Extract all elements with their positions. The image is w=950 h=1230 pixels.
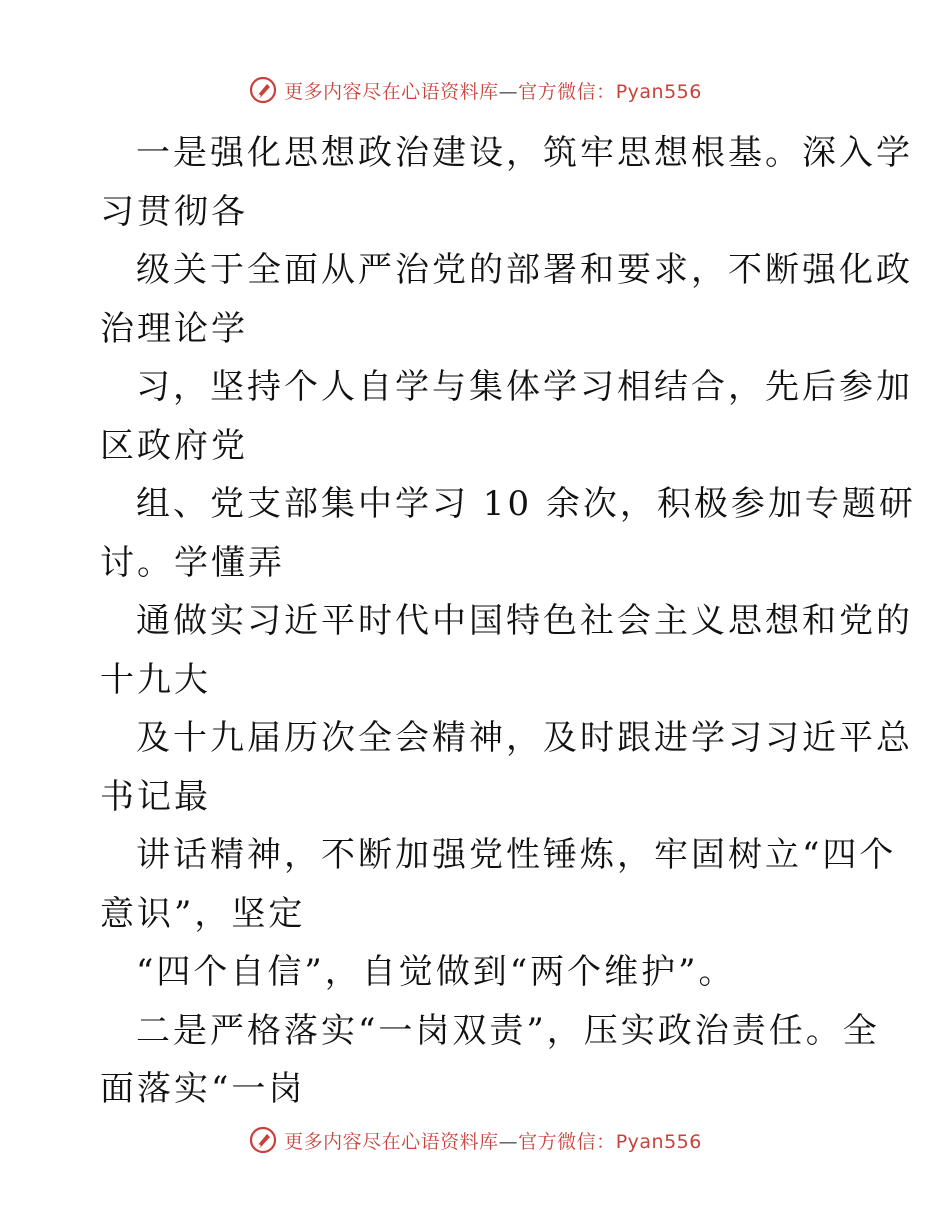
text-line: 二是严格落实“一岗双责”，压实政治责任。全 (136, 1010, 880, 1051)
text-line: 面落实“一岗 (100, 1069, 306, 1109)
header-banner (0, 70, 950, 110)
text-line: 习，坚持个人自学与集体学习相结合，先后参加 (136, 367, 913, 407)
text-line: 级关于全面从严治党的部署和要求，不断强化政 (136, 250, 913, 290)
text-line: “四个自信”，自觉做到“两个维护”。 (136, 952, 736, 992)
document-body (100, 124, 916, 1119)
pen-nib-circle-icon (248, 1125, 278, 1155)
text-line: 十九大 (100, 659, 211, 700)
footer-banner (0, 1120, 950, 1160)
banner-text: 更多内容尽在心语资料库—官方微信：Pyan556 (284, 80, 702, 103)
text-line: 习贯彻各 (100, 191, 248, 232)
text-line: 通做实习近平时代中国特色社会主义思想和党的 (136, 601, 913, 641)
text-line: 及十九届历次全会精神，及时跟进学习习近平总 (136, 718, 913, 758)
pen-nib-circle-icon (248, 75, 278, 105)
text-line: 一是强化思想政治建设，筑牢思想根基。深入学 (136, 133, 913, 173)
text-line: 讲话精神，不断加强党性锤炼，牢固树立“四个 (136, 835, 897, 875)
text-line: 意识”，坚定 (100, 893, 306, 934)
text-line: 治理论学 (100, 308, 248, 349)
banner-text: 更多内容尽在心语资料库—官方微信：Pyan556 (284, 1130, 702, 1153)
text-line: 组、党支部集中学习 10 余次，积极参加专题研 (136, 484, 916, 524)
text-line: 区政府党 (100, 425, 248, 466)
text-line: 讨。学懂弄 (100, 542, 285, 583)
text-line: 书记最 (100, 776, 211, 817)
